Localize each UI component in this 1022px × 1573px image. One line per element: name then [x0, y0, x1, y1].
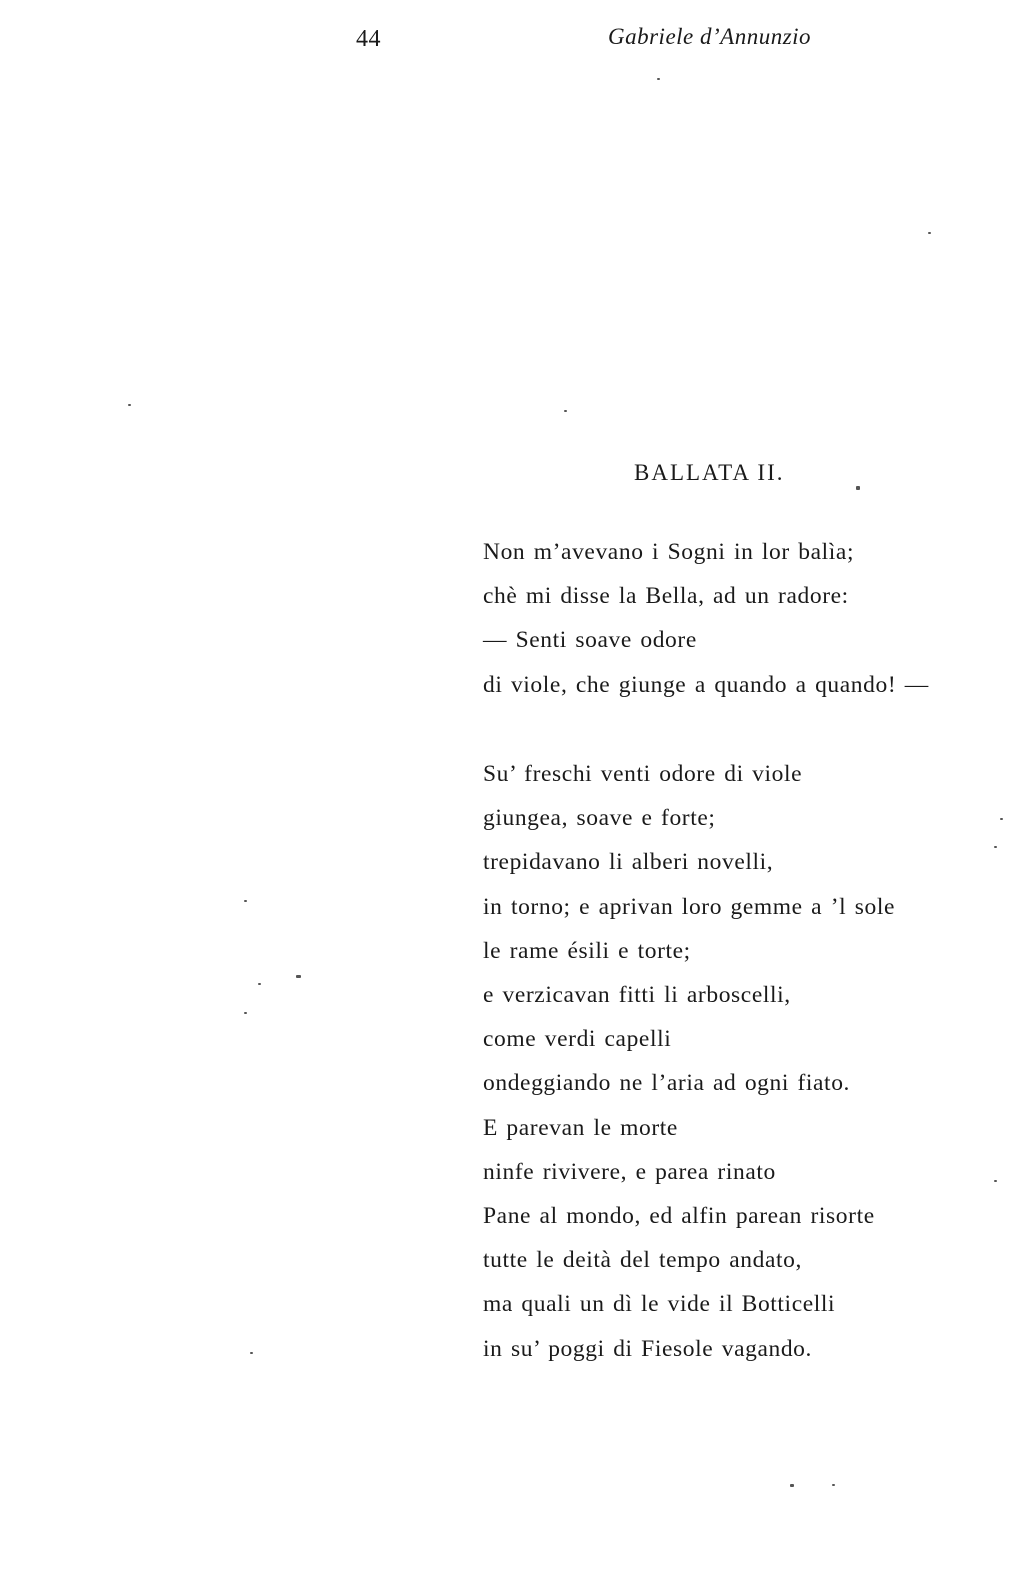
- scan-speck: [790, 1484, 794, 1487]
- scan-speck: [564, 410, 567, 412]
- poem-line: Su’ freschi venti odore di viole: [483, 761, 803, 787]
- poem-line: ondeggiando ne l’aria ad ogni fiato.: [483, 1070, 851, 1097]
- poem-line: di viole, che giunge a quando a quando! —: [483, 671, 929, 698]
- poem-line: Pane al mondo, ed alfin parean risorte: [483, 1203, 875, 1230]
- poem-stanza-2: [483, 752, 895, 1371]
- poem-stanza-1: [483, 530, 929, 707]
- scan-speck: [250, 1352, 253, 1354]
- poem-line: tutte le deità del tempo andato,: [483, 1247, 802, 1274]
- page-number: 44: [356, 26, 381, 52]
- poem-line: in torno; e aprivan loro gemme a ’l sole: [483, 893, 895, 920]
- scan-speck: [928, 232, 931, 234]
- poem-line: giungea, soave e forte;: [483, 805, 716, 832]
- poem-line: trepidavano li alberi novelli,: [483, 849, 774, 876]
- poem-line: E parevan le morte: [483, 1114, 678, 1141]
- scan-speck: [856, 486, 860, 490]
- poem-line: — Senti soave odore: [483, 627, 697, 654]
- scan-speck: [296, 975, 301, 978]
- scan-speck: [1000, 818, 1003, 820]
- scan-speck: [258, 983, 261, 985]
- running-head: Gabriele d’Annunzio: [608, 24, 812, 49]
- scan-speck: [244, 1012, 247, 1014]
- scan-speck: [128, 404, 131, 406]
- poem-line: ninfe rivivere, e parea rinato: [483, 1158, 776, 1185]
- scan-speck: [832, 1484, 835, 1486]
- scan-speck: [657, 78, 660, 80]
- poem-line: Non m’avevano i Sogni in lor balìa;: [483, 539, 855, 565]
- scan-speck: [994, 1180, 997, 1182]
- poem-title: BALLATA II.: [634, 460, 785, 485]
- scan-speck: [994, 846, 997, 848]
- poem-line: ma quali un dì le vide il Botticelli: [483, 1291, 836, 1318]
- poem-line: chè mi disse la Bella, ad un radore:: [483, 583, 849, 610]
- poem-line: come verdi capelli: [483, 1026, 672, 1053]
- poem-line: in su’ poggi di Fiesole vagando.: [483, 1335, 813, 1362]
- poem-line: e verzicavan fitti li arboscelli,: [483, 982, 791, 1009]
- poem-line: le rame ésili e torte;: [483, 937, 691, 964]
- scan-speck: [244, 900, 247, 902]
